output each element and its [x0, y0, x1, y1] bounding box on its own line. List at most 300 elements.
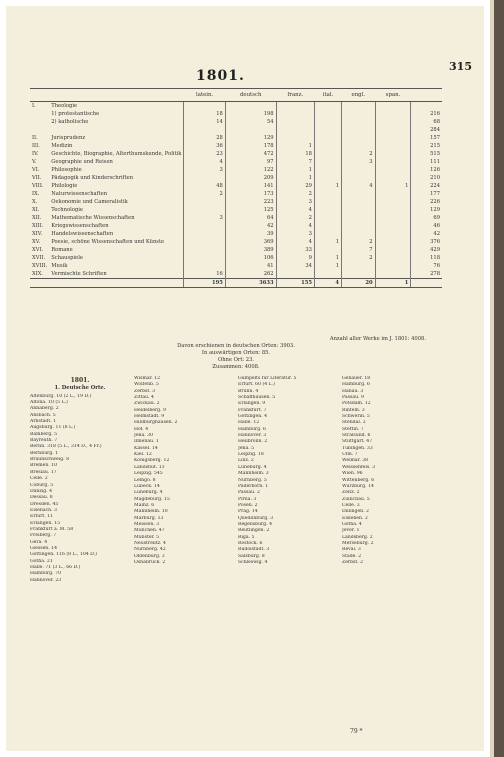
cell-value [375, 262, 411, 270]
cell-value: 2 [184, 190, 225, 198]
row-number: III. [32, 143, 40, 149]
cell-value: 1 [314, 254, 341, 262]
cell-value: 1 [314, 238, 341, 246]
row-total: 126 [411, 166, 442, 174]
index-entry: Königsberg. 12 [134, 458, 170, 464]
row-total: 157 [411, 134, 442, 142]
table-row [30, 214, 442, 222]
cell-value: 42 [225, 222, 276, 230]
index-entry: Reutlingen. 2 [238, 528, 270, 534]
index-entry: Gotha. 4 [342, 521, 362, 527]
row-total: 515 [411, 150, 442, 158]
cell-value [342, 230, 376, 238]
row-label: Handelswissenschaften [51, 231, 114, 237]
cell-value: 41 [225, 262, 276, 270]
row-label: 1) protestantische [51, 111, 100, 117]
index-entry: Meissen. 3 [134, 521, 160, 527]
index-entry: Bamberg. 5 [30, 431, 58, 437]
index-entry: Göttingen. 4 [238, 414, 268, 420]
cell-value: 1 [375, 182, 411, 190]
cell-value: 48 [184, 182, 225, 190]
index-entry: Göttingen. 116 (8 L., 104 D.) [30, 552, 97, 558]
cell-value: 54 [225, 118, 276, 126]
cell-value [314, 246, 341, 254]
cell-value [342, 166, 376, 174]
table-row [30, 246, 442, 254]
row-total: 69 [411, 214, 442, 222]
cell-value [342, 134, 376, 142]
index-entry: Tübingen. 33 [342, 445, 373, 451]
index-entry: Zittau. 4 [134, 395, 154, 401]
index-entry: Lemgo. 8 [134, 477, 156, 483]
cell-value [276, 134, 314, 142]
row-number: XV. [32, 239, 41, 245]
row-number: I. [32, 103, 36, 109]
sum-value: 20 [342, 279, 376, 288]
cell-value [342, 198, 376, 206]
cell-value: 3 [276, 230, 314, 238]
index-entry: Merseburg. 2 [342, 540, 374, 546]
cell-value [184, 254, 225, 262]
index-entry: Marburg. 13 [134, 515, 164, 521]
row-number [30, 110, 49, 118]
note-line: In auswärtigen Orten: 85. [201, 350, 271, 356]
cell-value [375, 118, 411, 126]
cell-value [276, 126, 314, 134]
index-entry: Pirna. 3 [238, 496, 257, 502]
cell-value [375, 174, 411, 182]
row-number: XIX. [32, 271, 44, 277]
cell-value: 3 [342, 158, 376, 166]
index-entry: Ansbach. 5 [30, 412, 56, 418]
index-column-3 [238, 376, 338, 726]
table-row [30, 254, 442, 262]
cell-value: 4 [342, 182, 376, 190]
index-entry: Stade. 2 [342, 553, 362, 559]
table-row [30, 182, 442, 190]
index-entry: Weimar. 38 [342, 458, 369, 464]
row-label: Geschichte, Biographie, Alterthumskunde, Politik [51, 151, 182, 157]
row-label: 2) katholische [51, 119, 89, 125]
cell-value [375, 230, 411, 238]
cell-value [225, 126, 276, 134]
cell-value [342, 190, 376, 198]
cell-value: 36 [184, 142, 225, 150]
index-entry: Paderborn. 1 [238, 483, 269, 489]
index-entry: Erlangen. 15 [30, 520, 61, 526]
row-total: 284 [411, 126, 442, 134]
cell-value: 198 [225, 110, 276, 118]
cell-value: 2 [342, 238, 376, 246]
index-entry: Rostock. 6 [238, 540, 263, 546]
cell-value [314, 198, 341, 206]
cell-value [375, 238, 411, 246]
index-entry: Hannover. 23 [30, 577, 62, 583]
cell-value [276, 270, 314, 279]
cell-value [342, 126, 376, 134]
index-entry: Hof. 4 [134, 426, 149, 432]
statistics-table [30, 88, 442, 288]
cell-value [375, 198, 411, 206]
index-entry: Dillingen. 2 [342, 509, 369, 515]
row-label: Oekonomie und Cameralistik [51, 199, 128, 205]
index-entry: Weissenfels. 3 [342, 464, 376, 470]
index-entry: Regensburg. 4 [238, 521, 273, 527]
index-entry: Ilmenau. 1 [134, 439, 159, 445]
cell-value: 173 [225, 190, 276, 198]
index-entry: Leipzig. 545 [134, 471, 163, 477]
cell-value [375, 142, 411, 150]
index-entry: Zerbst. 3 [134, 388, 156, 394]
index-entry: Erfurt. 11 [30, 514, 54, 520]
cell-value [314, 118, 341, 126]
index-entry: Berlin. 318 (5 L., 314 D., 4 Fr.) [30, 444, 102, 450]
index-entry: Passau. 9 [342, 395, 364, 401]
cell-value: 122 [225, 166, 276, 174]
index-entry: Eisleben. 2 [342, 515, 368, 521]
cell-value: 34 [276, 262, 314, 270]
row-number: X. [32, 199, 38, 205]
index-entry: Erlangen. 9 [238, 401, 266, 407]
cell-value [342, 262, 376, 270]
index-entry: Freiberg. 7 [30, 533, 57, 539]
index-entry: Danzig. 4 [30, 488, 53, 494]
index-entry: Hamburg. 70 [30, 571, 61, 577]
index-entry: Stralsund. 6 [342, 433, 371, 439]
cell-value: 4 [184, 158, 225, 166]
index-entry: Potsdam. 12 [342, 401, 371, 407]
row-number: IX. [32, 191, 40, 197]
index-entry: Münster. 5 [134, 534, 160, 540]
index-entry: Frankfurt a. M. 58 [30, 526, 74, 532]
cell-value [314, 270, 341, 279]
row-label: Romane [51, 247, 73, 253]
cell-value [375, 206, 411, 214]
cell-value [342, 174, 376, 182]
index-column-4 [342, 376, 442, 726]
sum-value: 4 [314, 279, 341, 288]
index-entry: Osnabrück. 2 [134, 559, 166, 565]
index-entry: Prag. 14 [238, 509, 258, 515]
cell-value: 1 [314, 262, 341, 270]
index-entry: Schleswig. 4 [238, 559, 268, 565]
sum-value: 1 [375, 279, 411, 288]
cell-value [342, 222, 376, 230]
index-entry: Annaberg. 2 [30, 406, 59, 412]
cell-value [342, 102, 376, 111]
table-row [30, 198, 442, 206]
index-column-1 [30, 376, 130, 726]
cell-value: 106 [225, 254, 276, 262]
index-entry: Dresden. 45 [30, 501, 59, 507]
index-entry: Gera. 4 [30, 539, 48, 545]
index-entry: Rudolstadt. 3 [238, 547, 270, 553]
cell-value: 64 [225, 214, 276, 222]
index-entry: Zeitz. 2 [342, 490, 360, 496]
cell-value [184, 230, 225, 238]
row-number: XVI. [32, 247, 44, 253]
cell-value [314, 142, 341, 150]
row-label: Musik [51, 263, 68, 269]
index-entry: Wien. 96 [342, 471, 363, 477]
cell-value [314, 206, 341, 214]
row-total [411, 102, 442, 111]
index-entry: Neustrelitz. 4 [134, 540, 166, 546]
row-number: II. [32, 135, 38, 141]
cell-value [375, 222, 411, 230]
cell-value: 1 [276, 174, 314, 182]
index-entry: Brünn. 4 [238, 388, 259, 394]
table-row [30, 190, 442, 198]
cell-value: 29 [276, 182, 314, 190]
index-entry: Rinteln. 3 [342, 407, 365, 413]
index-entry: Helmstädt. 9 [134, 414, 165, 420]
row-label: Technologie [51, 207, 83, 213]
index-entry: Gumpelts für Literatur. 5 [238, 376, 297, 381]
row-total: 278 [411, 270, 442, 279]
cell-value [342, 206, 376, 214]
sum-value: 195 [184, 279, 225, 288]
cell-value [375, 126, 411, 134]
sum-value: 3633 [225, 279, 276, 288]
index-entry: Hildburghausen. 2 [134, 420, 178, 426]
index-entry: Hanau. 3 [342, 388, 364, 394]
cell-value: 389 [225, 246, 276, 254]
index-entry: Oldenburg. 3 [134, 553, 165, 559]
row-number [30, 118, 49, 126]
row-total: 46 [411, 222, 442, 230]
cell-value: 2 [276, 190, 314, 198]
index-entry: Heilbronn. 2 [238, 439, 268, 445]
cell-value: 3 [184, 166, 225, 174]
cell-value [184, 206, 225, 214]
table-row [30, 142, 442, 150]
cell-value: 369 [225, 238, 276, 246]
cell-value [276, 118, 314, 126]
cell-value [184, 174, 225, 182]
index-entry: Stettin. 7 [342, 426, 364, 432]
cell-value: 28 [184, 134, 225, 142]
cell-value [314, 126, 341, 134]
cell-value: 2 [276, 214, 314, 222]
cell-value [184, 102, 225, 111]
index-entry: Wolfenb. 5 [134, 382, 159, 388]
row-label: Philosophie [51, 167, 82, 173]
index-entry: Zerbst. 2 [342, 559, 364, 565]
cell-value [276, 102, 314, 111]
cell-value: 129 [225, 134, 276, 142]
row-total: 129 [411, 206, 442, 214]
cell-value [314, 214, 341, 222]
index-entry: Linz. 2 [238, 458, 254, 464]
index-entry: Quedlinburg. 3 [238, 515, 274, 521]
index-entry: Halle. 12 [238, 420, 260, 426]
row-label: Poesie, schöne Wissenschaften und Künste [51, 239, 165, 245]
index-entry: Coburg. 5 [30, 482, 54, 488]
row-number: VI. [32, 167, 40, 173]
cell-value [342, 110, 376, 118]
row-label: Theologie [51, 103, 78, 109]
index-entry: Mannheim. 3 [238, 471, 269, 477]
row-number: V. [32, 159, 37, 165]
cell-value: 1 [276, 142, 314, 150]
row-total: 376 [411, 238, 442, 246]
row-label: Pädagogik und Kinderschriften [51, 175, 134, 181]
cell-value [314, 158, 341, 166]
row-total: 68 [411, 118, 442, 126]
index-entry: Stuttgart. 47 [342, 439, 373, 445]
cell-value [184, 222, 225, 230]
index-column-2 [134, 376, 234, 726]
cell-value [375, 158, 411, 166]
cell-value: 39 [225, 230, 276, 238]
cell-value: 4 [276, 206, 314, 214]
row-label: Naturwissenschaften [51, 191, 108, 197]
index-entry: Züllichau. 5 [342, 496, 370, 502]
row-label: Medizin [51, 143, 73, 149]
cell-value: 33 [276, 246, 314, 254]
index-entry: Bremen. 10 [30, 463, 58, 469]
cell-value [225, 102, 276, 111]
table-row [30, 102, 442, 111]
book-spine [494, 0, 504, 757]
cell-value [184, 126, 225, 134]
table-row [30, 222, 442, 230]
page-number: 315 [449, 60, 472, 73]
table-row [30, 110, 442, 118]
index-entry: Passau. 2 [238, 490, 260, 496]
index-heading: 1801. [70, 377, 90, 384]
cell-value [342, 142, 376, 150]
cell-value [184, 238, 225, 246]
index-entry: Landshut. 13 [134, 464, 165, 470]
index-entry: Breslau. 17 [30, 469, 57, 475]
cell-value: 262 [225, 270, 276, 279]
place-index [30, 376, 442, 726]
index-entry: München. 47 [134, 528, 165, 534]
index-entry: Gehauer. 18 [342, 376, 371, 381]
cell-value: 18 [276, 150, 314, 158]
row-label: Schauspiele [51, 255, 83, 261]
cell-value: 16 [184, 270, 225, 279]
cell-value: 7 [342, 246, 376, 254]
index-entry: Bayreuth. 7 [30, 438, 58, 444]
cell-value: 97 [225, 158, 276, 166]
index-subheading: 1. Deutsche Orte. [54, 385, 106, 392]
cell-value: 4 [276, 222, 314, 230]
cell-value: 1 [276, 166, 314, 174]
note-line: Ohne Ort: 23. [217, 357, 255, 363]
table-row [30, 238, 442, 246]
cell-value [342, 214, 376, 222]
index-entry: Leipzig. 18 [238, 452, 264, 458]
cell-value: 2 [342, 254, 376, 262]
index-entry: Wismar. 12 [134, 376, 161, 381]
index-entry: Mannheim. 10 [134, 509, 168, 515]
row-number: XII. [32, 215, 42, 221]
totals-notes [30, 336, 442, 371]
cell-value: 4 [276, 238, 314, 246]
index-entry: Nürnberg. 5 [238, 477, 267, 483]
cell-value: 2 [342, 150, 376, 158]
row-total: 42 [411, 230, 442, 238]
index-entry: Arnstadt. 1 [30, 419, 57, 425]
index-entry: Bernburg. 1 [30, 450, 59, 456]
table-row [30, 174, 442, 182]
signature-mark: 79 * [350, 728, 363, 735]
table-row [30, 118, 442, 126]
table-row [30, 150, 442, 158]
index-entry: Kiel. 12 [134, 452, 152, 458]
note-line: Davon erschienen in deutschen Orten: 3903. [177, 343, 295, 349]
cell-value [375, 150, 411, 158]
cell-value [342, 270, 376, 279]
cell-value [375, 134, 411, 142]
table-row [30, 262, 442, 270]
cell-value [375, 110, 411, 118]
index-entry: Zwickau. 2 [134, 401, 160, 407]
row-number: XVII. [32, 255, 46, 261]
column-header: ital. [314, 89, 341, 102]
index-entry: Augsburg. 11 (8 L.) [30, 425, 76, 431]
cell-value: 125 [225, 206, 276, 214]
index-entry: Jena. 30 [134, 433, 154, 439]
cell-value [375, 246, 411, 254]
cell-value: 3 [184, 214, 225, 222]
table-row [30, 166, 442, 174]
cell-value: 209 [225, 174, 276, 182]
index-entry: Heidelberg. 9 [134, 407, 166, 413]
cell-value [314, 102, 341, 111]
cell-value: 7 [276, 158, 314, 166]
cell-value: 223 [225, 198, 276, 206]
cell-value [314, 222, 341, 230]
cell-value: 23 [184, 150, 225, 158]
cell-value [184, 262, 225, 270]
cell-value: 9 [276, 254, 314, 262]
row-total: 210 [411, 174, 442, 182]
row-number [30, 126, 49, 134]
cell-value: 141 [225, 182, 276, 190]
row-total: 177 [411, 190, 442, 198]
cell-value: 14 [184, 118, 225, 126]
cell-value [314, 190, 341, 198]
page-title: 1801. [196, 68, 245, 84]
cell-value [342, 118, 376, 126]
index-entry: Riga. 5 [238, 534, 255, 540]
cell-value: 3 [276, 198, 314, 206]
row-total: 226 [411, 198, 442, 206]
row-label [49, 126, 184, 134]
index-entry: Hamburg. 6 [342, 382, 370, 388]
row-total: 224 [411, 182, 442, 190]
row-number: IV. [32, 151, 39, 157]
index-entry: Erfurt. 60 (4 L.) [238, 382, 275, 388]
cell-value [375, 254, 411, 262]
cell-value [314, 134, 341, 142]
cell-value [375, 270, 411, 279]
row-total: 216 [411, 110, 442, 118]
index-entry: Hannover. 3 [238, 433, 267, 439]
table-row [30, 158, 442, 166]
index-entry: Jena. 5 [238, 445, 255, 451]
row-label: Mathematische Wissenschaften [51, 215, 135, 221]
table-row [30, 206, 442, 214]
index-entry: Jever. 1 [342, 528, 360, 534]
index-entry: Frankfurt. 7 [238, 407, 267, 413]
index-entry: Schaffhausen. 5 [238, 395, 276, 401]
row-label: Philologie [51, 183, 78, 189]
